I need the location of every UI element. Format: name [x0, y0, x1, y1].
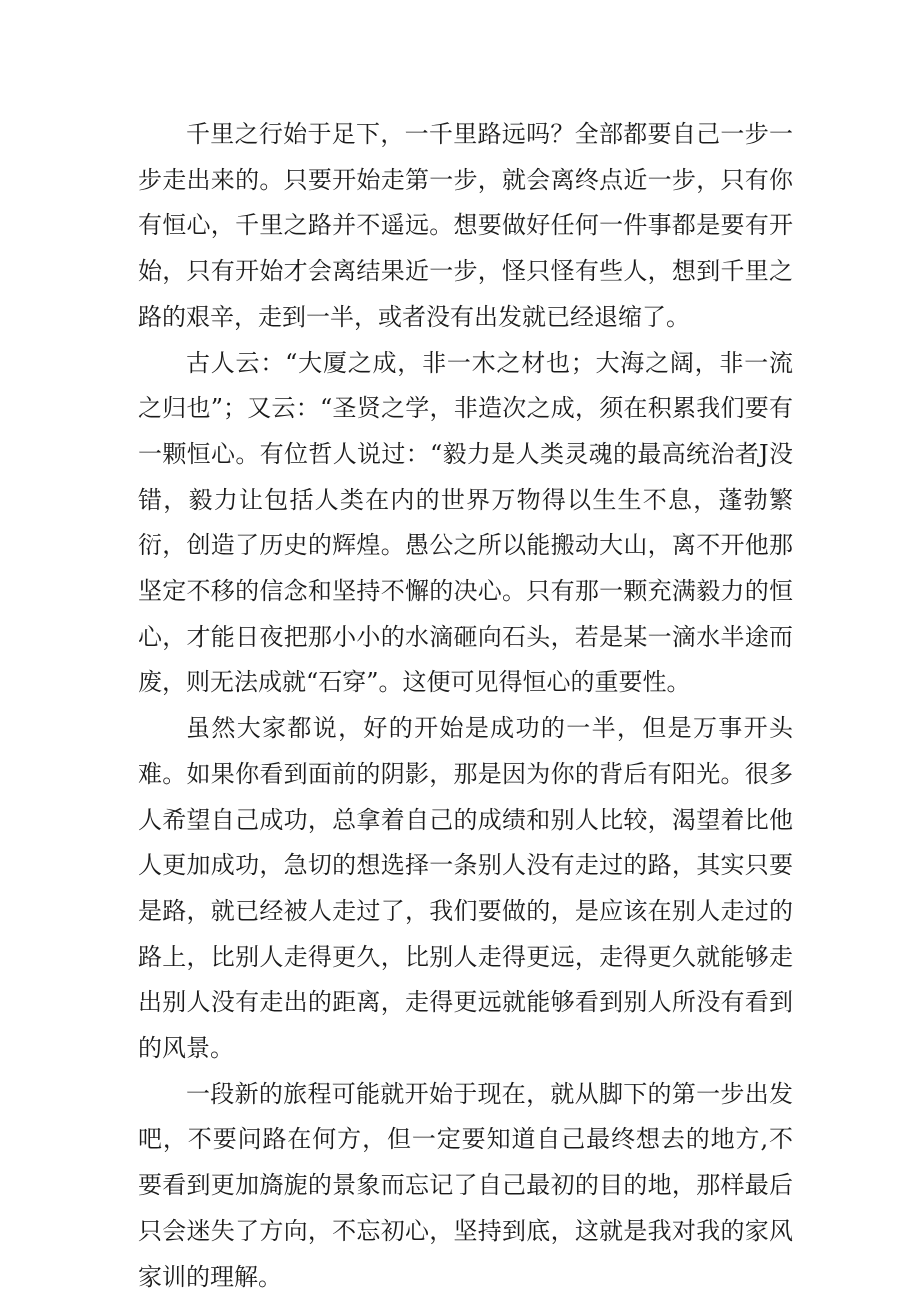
paragraph-1: 千里之行始于足下，一千里路远吗？全部都要自己一步一步走出来的。只要开始走第一步，就会离终点近一步，只有你有恒心，千里之路并不遥远。想要做好任何一件事都是要有开始，只有开始才会离结果近一步，怪只怪有些人，想到千里之路的艰辛，走到一半，或者没有出发就已经退缩了。 [138, 120, 793, 331]
paragraph-3: 虽然大家都说，好的开始是成功的一半，但是万事开头难。如果你看到面前的阴影，那是因为你的背后有阳光。很多人希望自己成功，总拿着自己的成绩和别人比较，渴望着比他人更加成功，急切的想选择一条别人没有走过的路，其实只要是路，就已经被人走过了，我们要做的，是应该在别人走过的路上，比别人走得更久，比别人走得更远，走得更久就能够走出别人没有走出的距离，走得更远就能够看到别人所没有看到的风景。 [138, 714, 793, 1063]
document-page [138, 112, 793, 1300]
paragraph-2: 古人云：“大厦之成，非一木之材也；大海之阔，非一流之归也”；又云：“圣贤之学，非造次之成，须在积累我们要有一颗恒心。有位哲人说过：“毅力是人类灵魂的最高统治者J没错，毅力让包括人类在内的世界万物得以生生不息，蓬勃繁衍，创造了历史的辉煌。愚公之所以能搬动大山，离不开他那坚定不移的信念和坚持不懈的决心。只有那一颗充满毅力的恒心，才能日夜把那小小的水滴砸向石头，若是某一滴水半途而废，则无法成就“石穿”。这便可见得恒心的重要性。 [138, 348, 793, 697]
paragraph-4: 一段新的旅程可能就开始于现在，就从脚下的第一步出发吧，不要问路在何方，但一定要知道自己最终想去的地方,不要看到更加旖旎的景象而忘记了自己最初的目的地，那样最后只会迷失了方向，不忘初心，坚持到底，这就是我对我的家风家训的理解。 [138, 1079, 793, 1291]
